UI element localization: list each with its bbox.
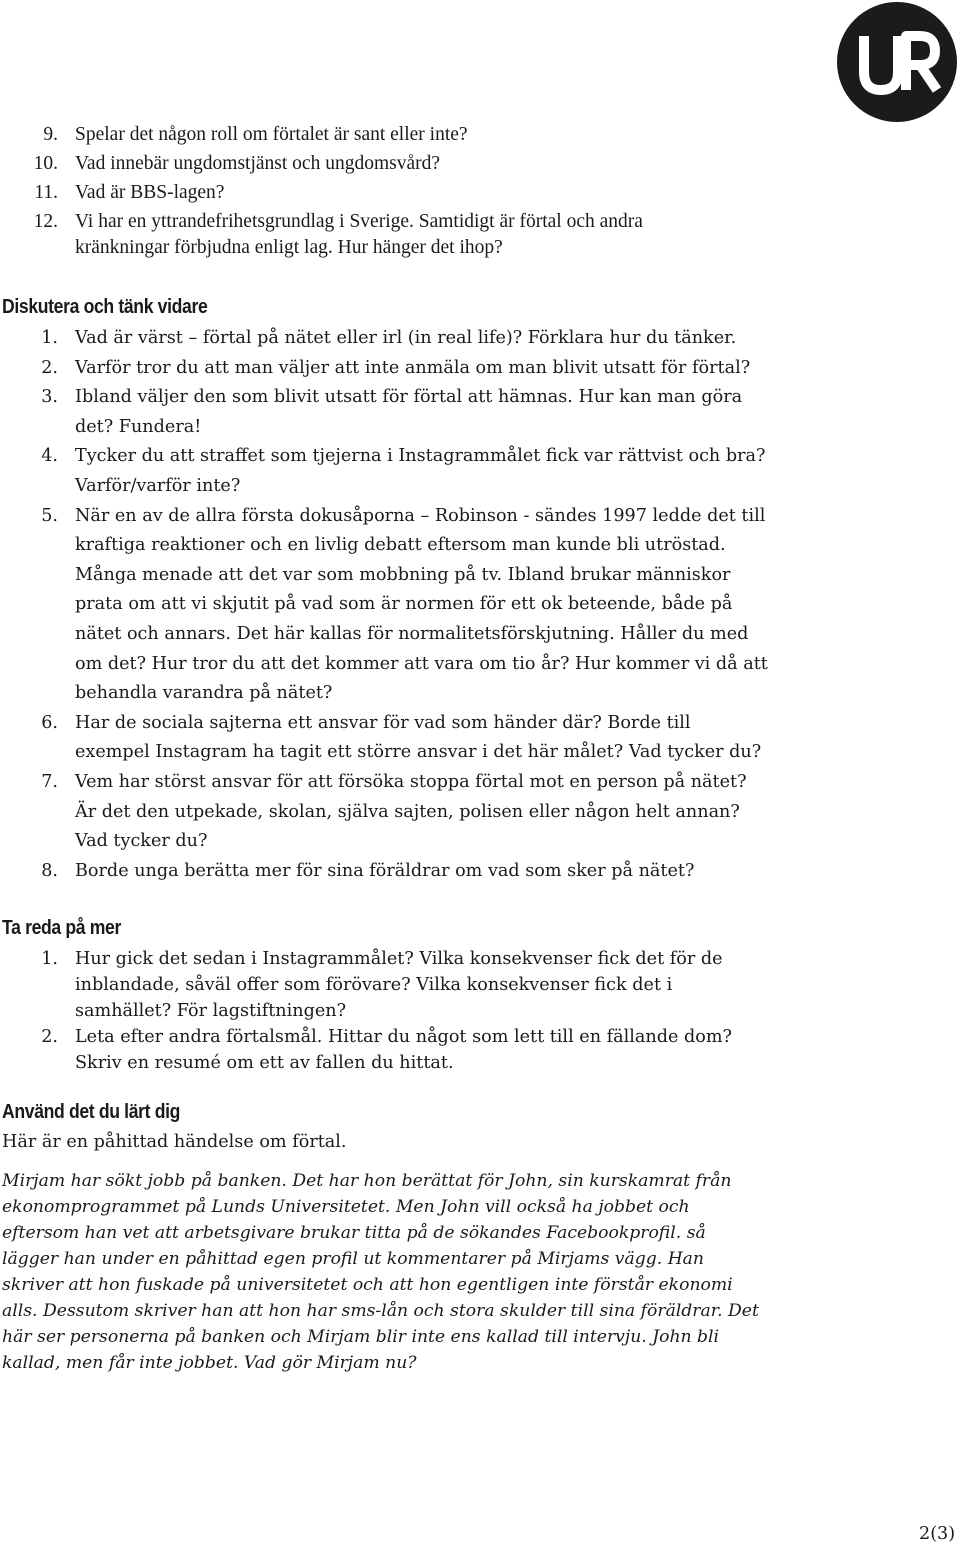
story-line: kallad, men får inte jobbet. Vad gör Mirjam nu? bbox=[2, 1353, 417, 1373]
item-text: kränkningar förbjudna enligt lag. Hur hänger det ihop? bbox=[75, 237, 503, 258]
top-question-list bbox=[0, 122, 900, 264]
item-text: Vi har en yttrandefrihetsgrundlag i Sverige. Samtidigt är förtal och andra bbox=[75, 211, 643, 232]
ta-reda-question-list bbox=[0, 946, 900, 1076]
list-item bbox=[0, 324, 900, 354]
item-text: det? Fundera! bbox=[75, 416, 202, 437]
heading-ta-reda: Ta reda på mer bbox=[2, 917, 121, 939]
item-number: 9. bbox=[43, 124, 58, 145]
story-paragraph bbox=[2, 1168, 822, 1376]
item-text: om det? Hur tror du att det kommer att vara om tio år? Hur kommer vi då att bbox=[75, 653, 768, 674]
list-item bbox=[0, 383, 900, 442]
item-number: 6. bbox=[41, 712, 58, 733]
diskutera-question-list bbox=[0, 324, 900, 886]
item-text: exempel Instagram ha tagit ett större ansvar i det här målet? Vad tycker du? bbox=[75, 742, 762, 763]
list-item bbox=[0, 768, 900, 857]
item-text: kraftiga reaktioner och en livlig debatt eftersom man kunde bli utröstad. bbox=[75, 535, 726, 556]
list-item bbox=[0, 709, 900, 768]
item-text: Ibland väljer den som blivit utsatt för förtal att hämnas. Hur kan man göra bbox=[75, 387, 743, 408]
story-line: här ser personerna på banken och Mirjam blir inte ens kallad till intervju. John bli bbox=[2, 1327, 720, 1347]
item-text: Många menade att det var som mobbning på tv. Ibland brukar människor bbox=[75, 564, 731, 585]
list-item bbox=[0, 946, 900, 1024]
item-number: 5. bbox=[41, 505, 58, 526]
item-number: 8. bbox=[41, 860, 58, 881]
list-item bbox=[0, 1024, 900, 1076]
item-text: Hur gick det sedan i Instagrammålet? Vilka konsekvenser fick det för de bbox=[75, 949, 723, 969]
item-text: Vad innebär ungdomstjänst och ungdomsvård? bbox=[75, 153, 441, 174]
page-number: 2(3) bbox=[919, 1524, 956, 1544]
story-line: skriver att hon fuskade på universitetet och att hon egentligen inte förstår ekonomi bbox=[2, 1275, 733, 1295]
item-text: Leta efter andra förtalsmål. Hittar du något som lett till en fällande dom? bbox=[75, 1027, 732, 1047]
item-number: 4. bbox=[41, 446, 58, 467]
list-item bbox=[0, 151, 900, 177]
item-number: 3. bbox=[41, 387, 58, 408]
item-text: Vem har störst ansvar för att försöka stoppa förtal mot en person på nätet? bbox=[75, 771, 747, 792]
item-number: 11. bbox=[34, 182, 58, 203]
item-text: Har de sociala sajterna ett ansvar för vad som händer där? Borde till bbox=[75, 712, 691, 733]
list-item bbox=[0, 209, 900, 261]
item-text: Vad tycker du? bbox=[75, 831, 208, 852]
intro-text: Här är en påhittad händelse om förtal. bbox=[2, 1132, 347, 1152]
list-item bbox=[0, 180, 900, 206]
item-number: 12. bbox=[33, 211, 58, 232]
story-line: ekonomprogrammet på Lunds Universitetet. Men John vill också ha jobbet och bbox=[2, 1197, 690, 1217]
ur-logo bbox=[837, 2, 957, 122]
list-item bbox=[0, 857, 900, 887]
story-line: alls. Dessutom skriver han att hon har sms-lån och stora skulder till sina föräldrar. Det bbox=[2, 1301, 759, 1321]
item-text: Är det den utpekade, skolan, själva sajten, polisen eller någon helt annan? bbox=[75, 801, 740, 822]
item-text: Skriv en resumé om ett av fallen du hittat. bbox=[75, 1053, 454, 1073]
item-text: prata om att vi skjutit på vad som är normen för ett ok beteende, både på bbox=[75, 594, 733, 615]
item-number: 1. bbox=[41, 328, 58, 348]
story-line: lägger han under en påhittad egen profil ut kommentarer på Mirjams vägg. Han bbox=[2, 1249, 704, 1269]
item-text: Varför tror du att man väljer att inte anmäla om man blivit utsatt för förtal? bbox=[75, 357, 751, 378]
item-text: Vad är BBS-lagen? bbox=[75, 182, 225, 203]
item-text: Varför/varför inte? bbox=[75, 475, 241, 496]
story-line: Mirjam har sökt jobb på banken. Det har hon berättat för John, sin kurskamrat från bbox=[2, 1171, 732, 1191]
item-text: samhället? För lagstiftningen? bbox=[75, 1001, 347, 1021]
item-number: 7. bbox=[41, 771, 58, 792]
ur-logo-mark bbox=[837, 2, 957, 122]
list-item bbox=[0, 122, 900, 148]
list-item bbox=[0, 442, 900, 501]
item-number: 10. bbox=[33, 153, 58, 174]
item-number: 2. bbox=[41, 1027, 58, 1047]
item-text: inblandade, såväl offer som förövare? Vilka konsekvenser fick det i bbox=[75, 975, 673, 995]
heading-diskutera: Diskutera och tänk vidare bbox=[2, 296, 208, 318]
item-text: Vad är värst – förtal på nätet eller irl (in real life)? Förklara hur du tänker. bbox=[75, 328, 737, 348]
list-item bbox=[0, 354, 900, 384]
item-text: Tycker du att straffet som tjejerna i Instagrammålet fick var rättvist och bra? bbox=[75, 446, 766, 467]
item-text: nätet och annars. Det här kallas för normalitetsförskjutning. Håller du med bbox=[75, 623, 749, 644]
story-line: eftersom han vet att arbetsgivare brukar titta på de sökandes Facebookprofil. så bbox=[2, 1223, 706, 1243]
item-text: behandla varandra på nätet? bbox=[75, 683, 333, 704]
item-text: När en av de allra första dokusåporna – Robinson - sändes 1997 ledde det till bbox=[75, 505, 766, 526]
item-number: 1. bbox=[41, 949, 58, 969]
list-item bbox=[0, 502, 900, 709]
item-number: 2. bbox=[41, 357, 58, 378]
item-text: Spelar det någon roll om förtalet är sant eller inte? bbox=[75, 124, 468, 145]
heading-anvand: Använd det du lärt dig bbox=[2, 1101, 181, 1123]
item-text: Borde unga berätta mer för sina föräldrar om vad som sker på nätet? bbox=[75, 860, 695, 881]
